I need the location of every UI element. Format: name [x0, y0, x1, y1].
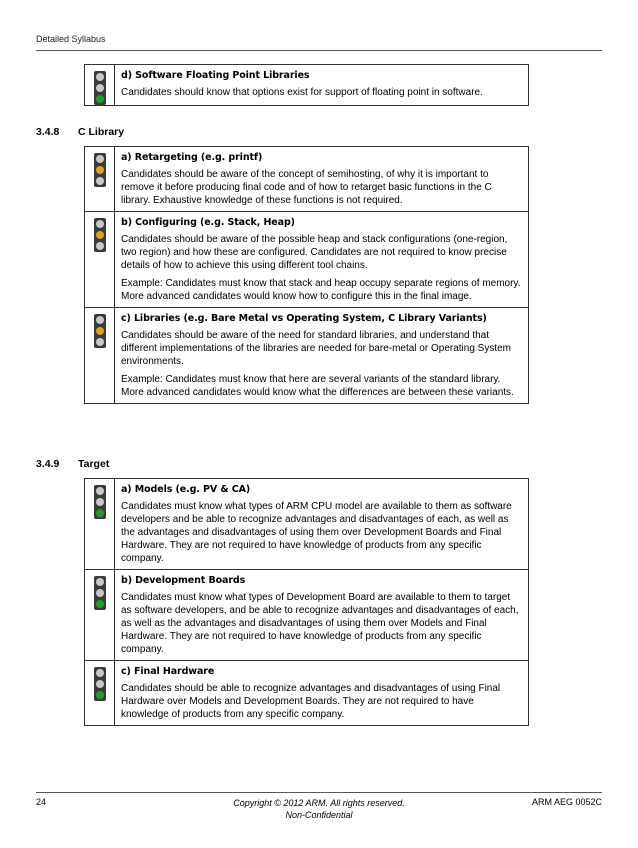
- section-title: Target: [78, 458, 110, 470]
- topic-description: Candidates should be able to recognize advantages and disadvantages of using Final Hardware over Models and Development Boards. They are not required to have knowledge of products from any specific company.: [121, 683, 501, 720]
- section-heading-3-4-8: [36, 126, 124, 138]
- topic-table-floating-point: [84, 64, 529, 106]
- confidentiality-text: Non-Confidential: [285, 810, 353, 820]
- topic-description: Candidates should know that options exist for support of floating point in software.: [121, 87, 483, 98]
- topic-row: [85, 65, 528, 105]
- topic-title: b) Development Boards: [121, 575, 246, 586]
- header-divider: [36, 50, 602, 51]
- copyright-text: Copyright © 2012 ARM. All rights reserved.: [233, 798, 405, 808]
- page-number: 24: [36, 797, 47, 807]
- topic-description: Candidates must know what types of Development Board are available to them to target as software developers, and be able to recognize advantages and disadvantages of each, as well as the advantages and disadvantages of using them over Models and Final Hardware. They are not required to have knowledge of products from any specific company.: [121, 592, 519, 655]
- topic-description: Candidates must know what types of ARM CPU model are available to them as software developers and be able to recognize advantages and disadvantages of each, as well as the advantages and disadvantages of using them over Development Boards and Final Hardware. They are not required to have knowledge of products from any specific company.: [121, 501, 512, 564]
- topic-row-development-boards: [85, 569, 528, 660]
- topic-description: Candidates should be aware of the need for standard libraries, and understand that different implementations of the libraries are needed for bare-metal or Operating System environments.: [121, 330, 512, 367]
- traffic-light-icon: [94, 218, 106, 252]
- topic-example: Example: Candidates must know that here are several variants of the standard library. More advanced candidates would know what the differences are between these variants.: [121, 374, 514, 398]
- footer-divider: [36, 792, 602, 793]
- section-heading-3-4-9: [36, 458, 109, 470]
- lamp-middle: [96, 84, 104, 92]
- lamp-top: [96, 73, 104, 81]
- topic-title: a) Retargeting (e.g. printf): [121, 152, 263, 163]
- document-id: ARM AEG 0052C: [531, 797, 602, 807]
- topic-row-final-hardware: [85, 660, 528, 725]
- traffic-light-icon: [94, 314, 106, 348]
- topic-example: Example: Candidates must know that stack and heap occupy separate regions of memory. More advanced candidates would know how to configure this in the final image.: [121, 278, 521, 302]
- section-number: 3.4.9: [36, 458, 60, 470]
- topic-description: Candidates should be aware of the possible heap and stack configurations (one-region, two region) and how these are configured. Candidates are not required to know precise details of how to achieve this using different tool chains.: [121, 234, 508, 271]
- traffic-light-icon: [94, 576, 106, 610]
- topic-title: c) Final Hardware: [121, 666, 215, 677]
- topic-title: a) Models (e.g. PV & CA): [121, 484, 251, 495]
- topic-row-configuring: [85, 211, 528, 307]
- topic-table-target: [84, 478, 529, 726]
- lamp-bottom: [96, 95, 104, 103]
- topic-row-libraries: [85, 307, 528, 403]
- topic-description: Candidates should be aware of the concept of semihosting, of why it is important to remove it before producing final code and of how to retarget basic functions in the C library. Exhaustive knowledge of these functions is not required.: [121, 169, 492, 206]
- running-header: Detailed Syllabus: [36, 34, 106, 44]
- traffic-light-icon: [94, 71, 106, 105]
- topic-title: b) Configuring (e.g. Stack, Heap): [121, 217, 295, 228]
- section-number: 3.4.8: [36, 126, 60, 138]
- topic-title: d) Software Floating Point Libraries: [121, 70, 310, 81]
- topic-row-retargeting: [85, 147, 528, 211]
- topic-row-models: [85, 479, 528, 569]
- section-title: C Library: [78, 126, 125, 138]
- traffic-light-icon: [94, 667, 106, 701]
- traffic-light-icon: [94, 485, 106, 519]
- topic-table-c-library: [84, 146, 529, 404]
- traffic-light-icon: [94, 153, 106, 187]
- topic-title: c) Libraries (e.g. Bare Metal vs Operating System, C Library Variants): [121, 313, 487, 324]
